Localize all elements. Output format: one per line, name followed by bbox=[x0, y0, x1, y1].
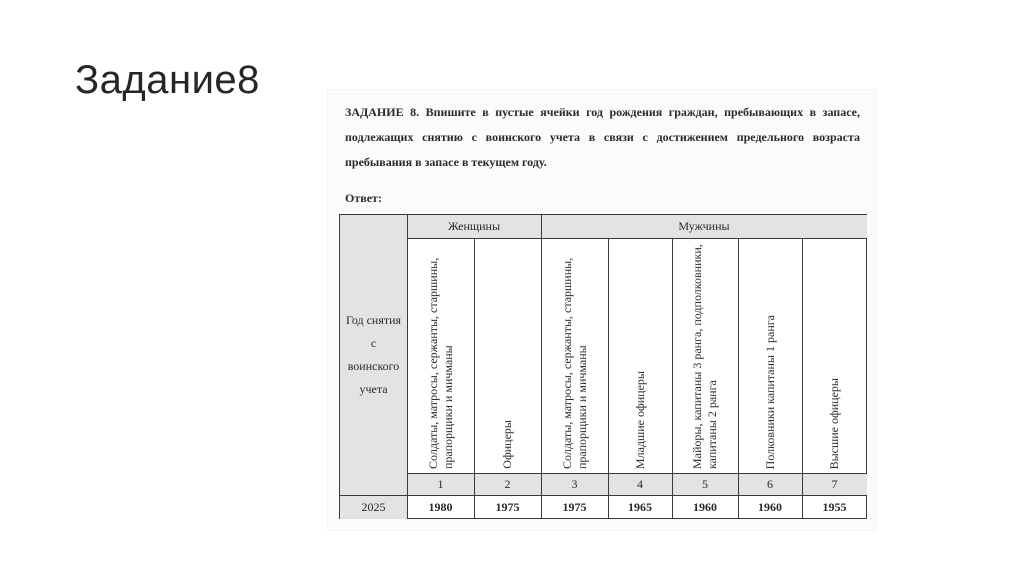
column-number: 4 bbox=[637, 476, 643, 491]
column-header-label: Солдаты, матросы, сержанты, старшины, прапорщики и мичманы bbox=[559, 257, 589, 469]
column-header-label: Майоры, капитаны 3 ранга, подполковники, капитаны 2 ранга bbox=[690, 244, 719, 469]
column-number: 3 bbox=[571, 476, 578, 491]
grid-line bbox=[608, 238, 609, 519]
birth-year-cell: 1975 bbox=[562, 499, 587, 514]
column-header-3 bbox=[541, 238, 608, 473]
column-number: 2 bbox=[504, 476, 511, 491]
group-header-men: Мужчины bbox=[678, 219, 730, 233]
column-header-label: Высшие офицеры bbox=[827, 377, 841, 469]
birth-year-cell: 1980 bbox=[428, 499, 453, 514]
answer-label: Ответ: bbox=[345, 191, 382, 205]
column-header-label: Полковники капитаны 1 ранга bbox=[762, 314, 777, 469]
column-number: 7 bbox=[831, 476, 838, 491]
grid-line bbox=[738, 238, 739, 519]
task-text: ЗАДАНИЕ 8. Впишите в пустые ячейки год рождения граждан, пребывающих в запасе, подлежащих снятию с воинского учета в связи с достижением предельного возраста пребывания в запасе в текущем году. bbox=[345, 105, 860, 169]
grid-line bbox=[672, 238, 673, 519]
grid-line bbox=[407, 215, 408, 519]
slide-title: Задание8 bbox=[75, 58, 260, 102]
birth-year-cell: 1960 bbox=[758, 499, 782, 514]
column-header-1 bbox=[407, 238, 474, 473]
column-header-label: Офицеры bbox=[500, 420, 514, 469]
column-header-2 bbox=[474, 238, 541, 473]
birth-year-cell: 1965 bbox=[628, 499, 652, 514]
grid-line bbox=[802, 238, 803, 519]
year-header: Год снятия с воинского учета bbox=[345, 313, 402, 396]
column-header-7 bbox=[802, 238, 867, 473]
column-header-4 bbox=[608, 238, 672, 473]
birth-year-cell: 1960 bbox=[693, 499, 717, 514]
grid-line bbox=[340, 495, 867, 496]
birth-year-cell: 1975 bbox=[495, 499, 520, 514]
birth-year-cell: 1955 bbox=[822, 499, 847, 514]
column-header-label: Солдаты, матросы, сержанты, старшины, прапорщики и мичманы bbox=[425, 257, 455, 469]
column-number: 5 bbox=[702, 476, 708, 491]
column-header-label: Младшие офицеры bbox=[632, 370, 647, 469]
column-number: 6 bbox=[767, 476, 773, 491]
column-number: 1 bbox=[437, 476, 444, 491]
column-header-6 bbox=[738, 238, 802, 473]
grid-line bbox=[407, 473, 867, 474]
grid-line bbox=[474, 238, 475, 519]
group-header-women: Женщины bbox=[447, 219, 501, 233]
grid-line bbox=[541, 215, 542, 519]
column-header-5 bbox=[672, 238, 738, 473]
year-value: 2025 bbox=[361, 499, 386, 514]
grid-line bbox=[407, 238, 867, 239]
answer-table bbox=[339, 214, 867, 519]
